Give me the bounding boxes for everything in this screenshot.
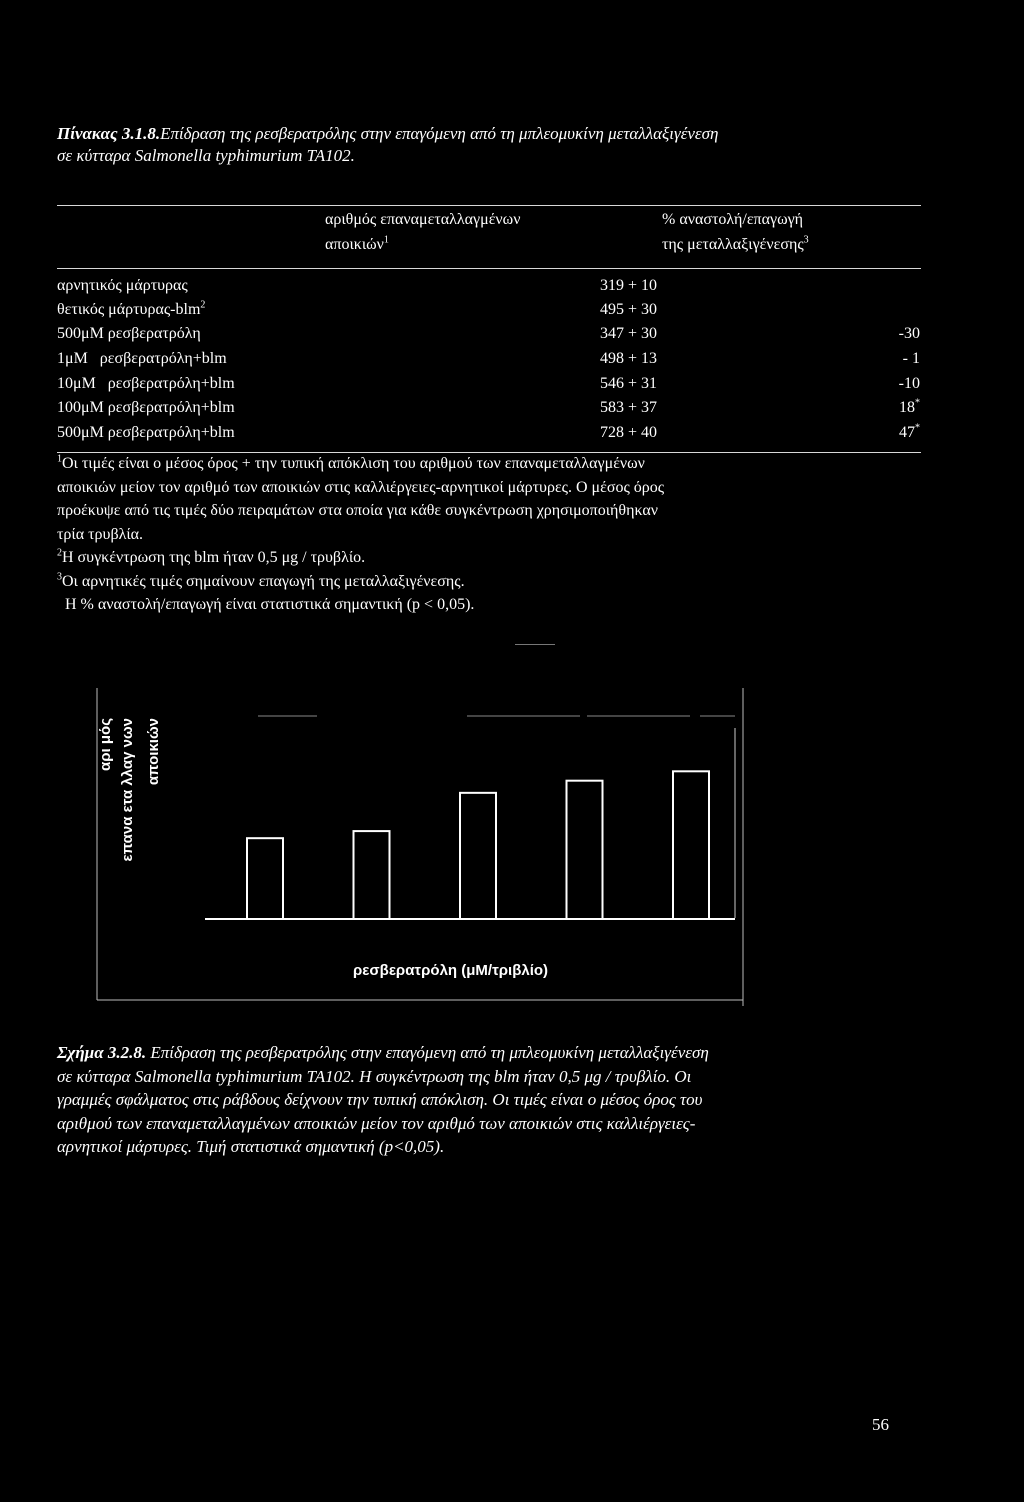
bar-1 (247, 838, 283, 919)
table-row-label (57, 374, 235, 394)
chart (95, 688, 750, 1008)
table-row-label (57, 349, 227, 369)
row-label-sup: 2 (200, 299, 206, 311)
chart-svg (95, 688, 750, 1008)
table-row-count: 583 + 37 (599, 399, 657, 416)
table-caption-line2: σε κύτταρα Salmonella typhimurium TA102. (57, 146, 355, 165)
row-label-text: θετικός μάρτυρας-blm (57, 301, 201, 318)
table-row-percent (800, 398, 920, 418)
bars (247, 771, 709, 919)
row-percent-text: - 1 (902, 350, 920, 367)
row-label-text: 100μΜ ρεσβερατρόλη+blm (57, 399, 235, 416)
row-label-text: αρνητικός μάρτυρας (57, 277, 188, 294)
table-row-label (57, 423, 235, 443)
col1-header-line2: αποικιών (325, 236, 384, 253)
col2-header-line1: % αναστολή/επαγωγή (662, 211, 804, 228)
footnote1-line3: προέκυψε από τις τιμές δύο πειραμάτων στα οποία για κάθε συγκέντρωση χρησιμοποιήθηκαν (57, 502, 658, 519)
row-percent-sup: * (915, 397, 920, 409)
table-row-count: 546 + 31 (599, 375, 657, 392)
col2-header (662, 210, 809, 255)
figure-caption (57, 1041, 957, 1159)
row-percent-text: -30 (898, 325, 920, 342)
row-label-text: 500μΜ ρεσβερατρόλη (57, 325, 201, 342)
footnote-dash (515, 644, 555, 645)
table-header-rule (57, 268, 921, 269)
y-axis-label (95, 718, 170, 913)
bar-5 (673, 771, 709, 919)
footnote3: Οι αρνητικές τιμές σημαίνουν επαγωγή της μεταλλαξιγένεσης. (62, 572, 465, 590)
y-axis-label-line: αρι μός (97, 718, 114, 771)
figure-caption-line5: αρνητικοί μάρτυρες. Τιμή στατιστικά σημαντική (p<0,05). (57, 1137, 445, 1156)
footnote2: Η συγκέντρωση της blm ήταν 0,5 μg / τρυβλίο. (62, 549, 366, 566)
figure-caption-line4: αριθμού των επαναμεταλλαγμένων αποικιών μείον τον αριθμό των αποικιών στις καλλιέργειες- (57, 1113, 696, 1133)
row-percent-text: 47 (899, 424, 915, 441)
figure-caption-line2: σε κύτταρα Salmonella typhimurium TA102. Η συγκέντρωση της blm ήταν 0,5 μg / τρυβλίο. Οι (57, 1066, 692, 1086)
table-row-count: 498 + 13 (599, 350, 657, 367)
table-row-label (57, 398, 235, 418)
col2-header-sup: 3 (803, 234, 809, 246)
footnote1-line1: Οι τιμές είναι ο μέσος όρος + την τυπική απόκλιση του αριθμού των επαναμεταλλαγμένων (62, 455, 645, 472)
row-percent-sup: * (915, 422, 920, 434)
y-axis-label-line: επανα ετα λλαγ νων (119, 718, 136, 862)
table-row-count: 495 + 30 (599, 301, 657, 318)
col1-header-sup: 1 (383, 234, 389, 246)
table-row-percent (800, 324, 920, 344)
footnotes (57, 452, 664, 617)
y-axis-label-line: αποικιών (145, 718, 162, 786)
col1-header (325, 210, 520, 255)
footnote1-line4: τρία τρυβλία. (57, 525, 144, 543)
table-row-label (57, 324, 201, 344)
footnote1-line2: αποικιών μείον τον αριθμό των αποικιών στις καλλιέργειες-αρνητικοί μάρτυρες. Ο μέσος όρος (57, 478, 665, 496)
table-caption-label: Πίνακας 3.1.8. (57, 124, 161, 143)
table-caption (57, 123, 957, 167)
row-percent-text: -10 (898, 375, 920, 392)
figure-caption-line3: γραμμές σφάλματος στις ράβδους δείχνουν την τυπική απόκλιση. Οι τιμές είναι ο μέσος όρος του (57, 1090, 703, 1109)
col2-header-line2: της μεταλλαξιγένεσης (662, 236, 804, 253)
page-number: 56 (872, 1415, 889, 1434)
row-label-text: 1μΜ ρεσβερατρόλη+blm (57, 350, 227, 367)
table-row-count: 347 + 30 (599, 325, 657, 342)
table-row-count: 728 + 40 (599, 424, 657, 441)
table-row-label (57, 300, 205, 320)
row-label-text: 500μΜ ρεσβερατρόλη+blm (57, 424, 235, 441)
table-row-percent (800, 349, 920, 369)
table-row-percent (800, 374, 920, 394)
col1-header-line1: αριθμός επαναμεταλλαγμένων (325, 211, 521, 228)
table-top-rule (57, 205, 921, 206)
bar-3 (460, 793, 496, 919)
figure-caption-line1: Επίδραση της ρεσβερατρόλης στην επαγόμενη από τη μπλεομυκίνη μεταλλαξιγένεση (150, 1043, 709, 1062)
bar-4 (567, 781, 603, 919)
footnote2-sup: 2 (57, 547, 62, 559)
table-row-label (57, 276, 188, 296)
table-row-percent (800, 423, 920, 443)
row-percent-text: 18 (899, 399, 915, 416)
bar-2 (354, 831, 390, 919)
footnote3-sup: 3 (57, 571, 62, 583)
figure-caption-label: Σχήμα 3.2.8. (57, 1043, 147, 1062)
table-caption-line1: Επίδραση της ρεσβερατρόλης στην επαγόμενη από τη μπλεομυκίνη μεταλλαξιγένεση (160, 124, 719, 143)
table-row-count: 319 + 10 (599, 277, 657, 294)
footnote4: Η % αναστολή/επαγωγή είναι στατιστικά σημαντική (p < 0,05). (65, 596, 475, 613)
row-label-text: 10μΜ ρεσβερατρόλη+blm (57, 375, 235, 392)
x-axis-label: ρεσβερατρόλη (μΜ/τριβλίο) (353, 962, 549, 979)
footnote1-sup: 1 (57, 453, 62, 465)
